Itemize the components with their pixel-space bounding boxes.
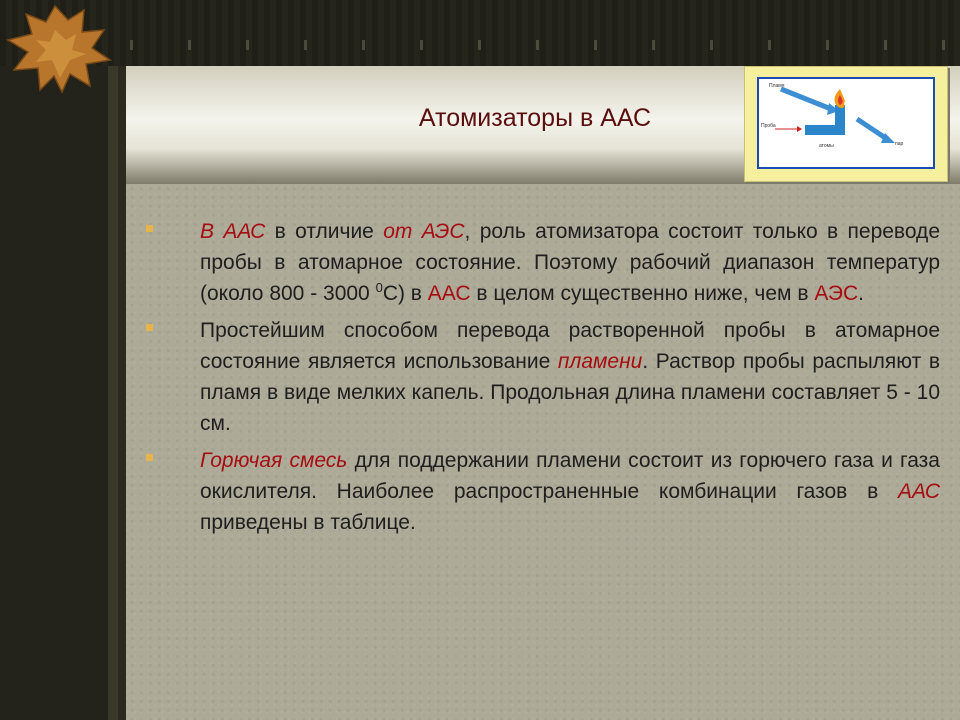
left-column	[0, 66, 118, 720]
bullet-paragraph-1: В ААС в отличие от АЭС, роль атомизатора состоит только в переводе пробы в атомарное состояние. Поэтому рабочий диапазон температур (около 800 - 3000 $^0$С) в ААС в целом существенно ниже, чем в АЭС.	[146, 216, 940, 309]
bullet-paragraph-3: Горючая смесь для поддержании пламени состоит из горючего газа и газа окислителя. Наиболее распространенные комбинации газов в ААС приведены в таблице.	[146, 445, 940, 538]
diagram-frame	[757, 77, 935, 169]
bullet-paragraph-2: Простейшим способом перевода растворенной пробы в атомарное состояние является использование пламени. Раствор пробы распыляют в пламя в виде мелких капель. Продольная длина пламени составляет 5 - 10 см.	[146, 315, 940, 439]
leaf-icon	[0, 0, 120, 95]
diagram-label-right: пар	[895, 141, 904, 147]
diagram-label-bottom: атомы	[819, 143, 834, 149]
bullet-marker	[146, 324, 153, 331]
flame-atomizer-diagram	[759, 79, 933, 167]
top-strip	[0, 0, 960, 66]
diagram-label-top: Пламя	[769, 83, 785, 89]
diagram-thumbnail	[744, 66, 948, 182]
bullet-marker	[146, 454, 153, 461]
content-area	[146, 216, 940, 544]
slide-title: Атомизаторы в ААС	[418, 104, 652, 132]
bullet-marker	[146, 225, 153, 232]
diagram-label-left: Проба	[761, 123, 776, 129]
top-dash-decoration	[130, 40, 960, 50]
